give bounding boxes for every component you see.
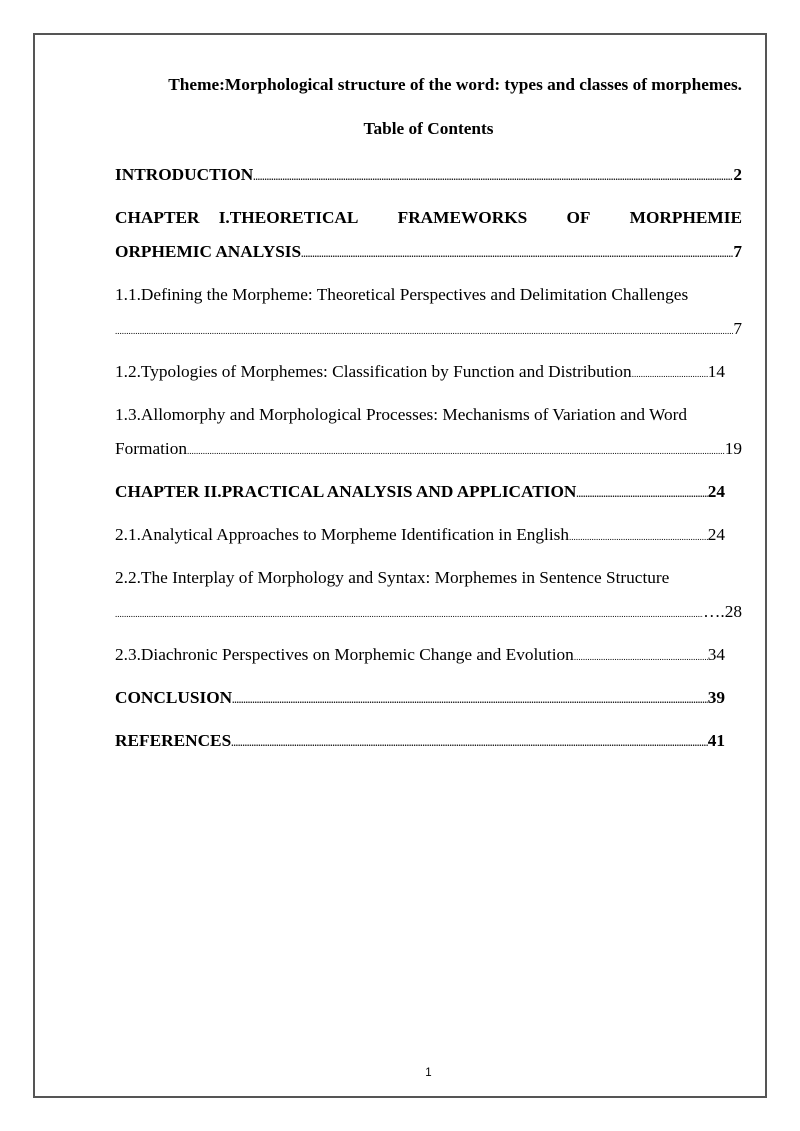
toc-entry-page: 2 [733,165,742,184]
page-number: 1 [425,1067,432,1079]
toc-entry-chapter-2[interactable] [115,472,725,512]
dot-leader [115,311,733,351]
toc-entry-conclusion[interactable] [115,678,725,718]
toc-entry-1-2[interactable] [115,352,725,392]
toc-entry-1-1[interactable] [115,275,742,349]
toc-word: MORPHEMIE [629,208,742,227]
dot-leader [574,637,708,677]
toc-entry-chapter-1[interactable] [115,198,742,272]
toc-entry-2-3[interactable] [115,635,725,675]
toc-entry-2-1[interactable] [115,515,725,555]
toc-entry-page: 19 [724,439,742,458]
toc-entry-page: 7 [733,319,742,338]
dot-leader [253,157,733,197]
dot-leader [232,680,708,720]
dot-leader [231,723,708,763]
table-of-contents [115,155,742,761]
toc-entry-label: 1.3.Allomorphy and Morphological Processes: Mechanisms of Variation and Word [115,405,688,424]
document-title: Theme:Morphological structure of the word: types and classes of morphemes. [168,75,742,94]
toc-entry-2-2[interactable] [115,558,742,632]
toc-entry-page: 7 [733,242,742,261]
toc-word: CHAPTER [115,208,200,227]
toc-entry-label: 1.1.Defining the Morpheme: Theoretical Perspectives and Delimitation Challenges [115,285,689,304]
toc-entry-page: 24 [707,525,725,544]
dot-leader [632,354,708,394]
dot-leader [301,234,733,274]
toc-entry-label: ORPHEMIC ANALYSIS [115,242,302,261]
toc-entry-label: CHAPTER II.PRACTICAL ANALYSIS AND APPLICATION [115,482,577,501]
dot-leader [115,594,703,634]
toc-entry-label: INTRODUCTION [115,165,254,184]
toc-entry-1-3[interactable] [115,395,742,469]
toc-entry-label: 2.2.The Interplay of Morphology and Syntax: Morphemes in Sentence Structure [115,568,670,587]
toc-entry-page: 41 [707,731,725,750]
toc-entry-label: 2.3.Diachronic Perspectives on Morphemic Change and Evolution [115,645,574,664]
toc-word: FRAMEWORKS [397,208,528,227]
toc-word: OF [566,208,591,227]
toc-entry-references[interactable] [115,721,725,761]
toc-entry-page: 34 [707,645,725,664]
toc-entry-page: 39 [707,688,725,707]
dot-leader [576,474,707,514]
toc-heading: Table of Contents [363,119,494,138]
toc-word: I.THEORETICAL [218,208,359,227]
dot-leader [569,517,708,557]
toc-entry-label: CONCLUSION [115,688,233,707]
toc-entry-introduction[interactable] [115,155,742,195]
toc-entry-page: ….28 [703,602,742,621]
toc-entry-page: 14 [707,362,725,381]
toc-entry-label: 2.1.Analytical Approaches to Morpheme Identification in English [115,525,570,544]
dot-leader [187,431,725,471]
toc-entry-label: REFERENCES [115,731,232,750]
toc-entry-label: Formation [115,439,188,458]
toc-entry-page: 24 [707,482,725,501]
toc-entry-label: 1.2.Typologies of Morphemes: Classification by Function and Distribution [115,362,632,381]
